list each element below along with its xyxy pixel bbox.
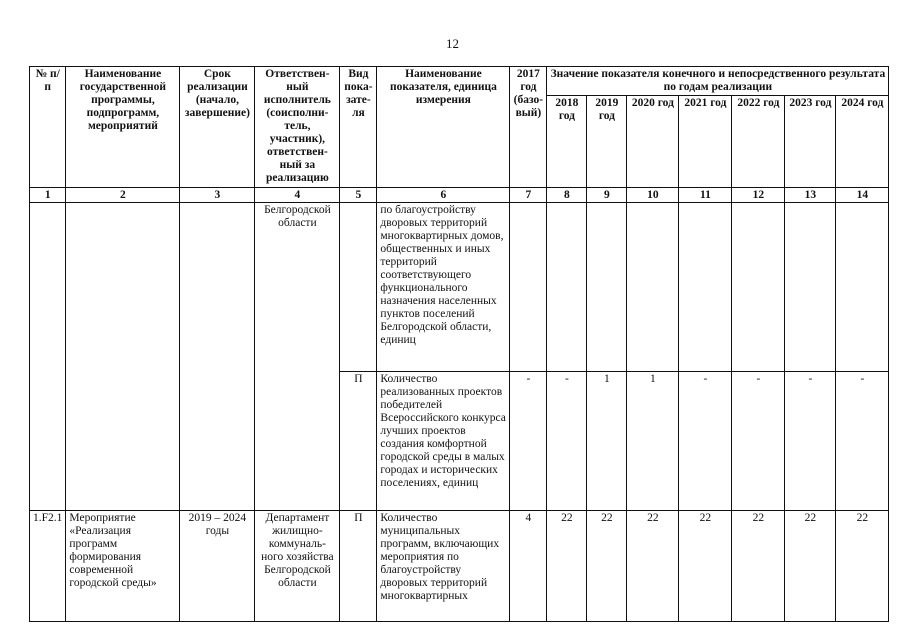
header-year: 2019 год [587,96,627,188]
header-year: 2024 год [836,96,889,188]
column-number: 8 [547,188,587,203]
column-number-row [30,188,889,203]
cell-executor: Белгородской области [255,203,340,511]
cell-value: 22 [732,511,785,622]
header-row [30,67,889,96]
column-number: 10 [627,188,679,203]
cell-program [66,203,180,511]
cell-type: П [340,511,377,622]
cell-indicator: Количество реализованных проектов победителей Всероссийского конкурса лучших проектов создания комфортной городской среды в малых городах и исторических поселениях, единиц [377,372,510,511]
cell-value: 22 [587,511,627,622]
cell-num: 1.F2.1 [30,511,66,622]
table-row [30,203,889,372]
header-year: 2021 год [679,96,732,188]
cell-value [547,203,587,372]
cell-value: 1 [627,372,679,511]
cell-value [836,203,889,372]
header-year: 2018 год [547,96,587,188]
cell-value: 22 [785,511,836,622]
header-executor: Ответствен-ный исполнитель (соисполни-тель, участник), ответствен-ный за реализацию [255,67,340,188]
cell-program: Мероприятие «Реализация программ формирования современной городской среды» [66,511,180,622]
column-number: 3 [180,188,255,203]
cell-value: - [785,372,836,511]
cell-value [679,203,732,372]
cell-executor: Департамент жилищно-коммуналь-ного хозяйства Белгородской области [255,511,340,622]
column-number: 6 [377,188,510,203]
table-row [30,511,889,622]
column-number: 11 [679,188,732,203]
cell-value: 22 [547,511,587,622]
column-number: 5 [340,188,377,203]
column-number: 4 [255,188,340,203]
indicators-table [29,66,889,622]
header-type: Вид пока-зате-ля [340,67,377,188]
cell-value: - [836,372,889,511]
cell-value [510,203,547,372]
column-number: 7 [510,188,547,203]
cell-value: 22 [836,511,889,622]
cell-type [340,203,377,372]
header-indicator: Наименование показателя, единица измерения [377,67,510,188]
header-program: Наименование государственной программы, подпрограмм, мероприятий [66,67,180,188]
column-number: 13 [785,188,836,203]
page-number: 12 [446,36,459,51]
cell-value: 22 [679,511,732,622]
cell-value [732,203,785,372]
cell-indicator: Количество муниципальных программ, включающих мероприятия по благоустройству дворовых территорий многоквартирных [377,511,510,622]
cell-value [587,203,627,372]
cell-period [180,203,255,511]
column-number: 1 [30,188,66,203]
header-year: 2020 год [627,96,679,188]
header-base-year: 2017 год (базо-вый) [510,67,547,188]
header-year: 2023 год [785,96,836,188]
cell-type: П [340,372,377,511]
cell-num [30,203,66,511]
cell-value: - [732,372,785,511]
cell-value [627,203,679,372]
cell-indicator: по благоустройству дворовых территорий многоквартирных домов, общественных и иных территорий соответствующего функционального назначения населенных пунктов поселений Белгородской области, единиц [377,203,510,372]
header-num: № п/п [30,67,66,188]
cell-period: 2019 – 2024 годы [180,511,255,622]
header-period: Срок реализации (начало, завершение) [180,67,255,188]
header-values-group: Значение показателя конечного и непосредственного результата по годам реализации [547,67,889,96]
column-number: 14 [836,188,889,203]
cell-value: 1 [587,372,627,511]
cell-value: - [679,372,732,511]
column-number: 12 [732,188,785,203]
header-year: 2022 год [732,96,785,188]
cell-value [785,203,836,372]
column-number: 9 [587,188,627,203]
cell-value: - [547,372,587,511]
cell-value: 4 [510,511,547,622]
cell-value: - [510,372,547,511]
cell-value: 22 [627,511,679,622]
column-number: 2 [66,188,180,203]
